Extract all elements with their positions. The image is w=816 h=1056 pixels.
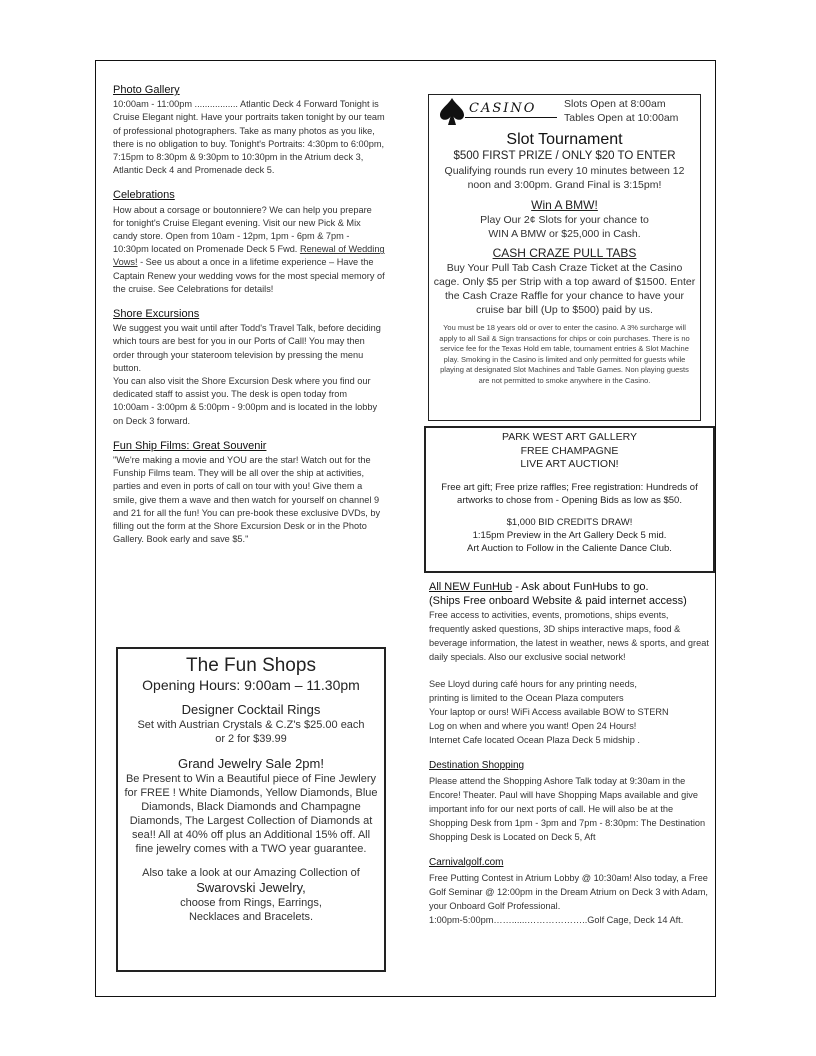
right-column — [429, 580, 709, 927]
tables-open: Tables Open at 10:00am — [564, 112, 679, 124]
fun-shops-box — [116, 647, 386, 972]
fun-ship-films-body: "We're making a movie and YOU are the star! Watch out for the Funship Films team. They will be all over the ship at activities, parties and even in ports of call on tour with you! Give them a smile, give them a wave and then watch for yourself on channel 9 and 21 for all the fun! You can pre-book these exclusive DVDs, by filling out the form at the Shore Excursion Desk or in the Photo Gallery. Book early and save $5." — [113, 455, 381, 545]
cocktail-rings-body: Set with Austrian Crystals & C.Z's $25.00 each or 2 for $39.99 — [137, 719, 365, 745]
park-west-line-1: PARK WEST ART GALLERY — [502, 431, 637, 443]
park-west-line-3: LIVE ART AUCTION! — [520, 458, 619, 470]
park-west-line-2: FREE CHAMPAGNE — [520, 444, 619, 457]
casino-header — [429, 95, 700, 131]
shore-excursions-title: Shore Excursions — [113, 308, 200, 321]
celebrations-body — [113, 204, 385, 296]
casino-hours — [564, 97, 678, 125]
destination-shopping-body: Please attend the Shopping Ashore Talk today at 9:30am in the Encore! Theater. Paul will have Shopping Maps available and give important info for our next ports of call. He will also be at the Shopping Desk from 1pm - 3pm and 7pm - 8:30pm: The Destination Shopping Desk is Located on Deck 5, Aft — [429, 776, 706, 842]
cash-craze-title: CASH CRAZE PULL TABS — [492, 246, 637, 260]
shore-excursions-body-1: We suggest you wait until after Todd's Travel Talk, before deciding which tours are best for you in our Ports of Call! You may then order through your stateroom television by pressing the menu button. — [113, 323, 381, 373]
photo-gallery-body: 10:00am - 11:00pm ................. Atlantic Deck 4 Forward Tonight is Cruise Elegant night. Have your portraits taken tonight by our team of professional photographers. Take as many photos as you like, there is no obligation to buy. Tonight's Portraits: 4:30pm to 6:00pm, 7:15pm to 8:30pm & 9:30pm to 10:30pm in the Atrium deck 3, Atlantic Deck 4 and Promenade deck 5. — [113, 99, 385, 176]
destination-shopping-title: Destination Shopping — [429, 760, 525, 771]
cocktail-rings-title: Designer Cocktail Rings — [181, 702, 321, 717]
slot-tournament-title: Slot Tournament — [506, 131, 623, 148]
fun-shops-hours: Opening Hours: 9:00am – 11.30pm — [142, 677, 360, 693]
celebrations-title: Celebrations — [113, 189, 175, 202]
printing-line-4: Log on when and where you want! Open 24 Hours! — [429, 721, 637, 731]
casino-logo: CASINO — [469, 101, 537, 116]
carnival-golf-hours: 1:00pm-5:00pm……......………………..Golf Cage, Deck 14 Aft. — [429, 915, 684, 925]
printing-line-1: See Lloyd during café hours for any printing needs, — [429, 679, 637, 689]
renewal-vows-label: Renewal of Wedding Vows! — [113, 244, 385, 268]
swarovski-line-2: Swarovski Jewelry, — [196, 880, 306, 895]
printing-line-5: Internet Cafe located Ocean Plaza Deck 5 midship . — [429, 735, 640, 745]
shore-excursions-body-2: You can also visit the Shore Excursion Desk where you find our dedicated staff to assist you. The desk is open today from 10:00am - 3:00pm & 5:00pm - 9:00pm and is located in the lobby on Deck 3 forward. — [113, 376, 378, 426]
fun-ship-films-title: Fun Ship Films: Great Souvenir — [113, 439, 267, 452]
casino-fine-print: You must be 18 years old or over to enter the casino. A 3% surcharge will apply to all Sail & Sign transactions for chips or coin purchases. There is no service fee for the Texas Hold em table, tournament entries & Slot Machine play. Smoking in the Casino is limited and only permitted for guests while playing at designated Slot Machines and Table Games. Non playing guests are not permitted to smoke anywhere in the Casino. — [439, 323, 690, 385]
funhub-title — [429, 580, 709, 594]
slots-open: Slots Open at 8:00am — [564, 98, 666, 110]
park-west-box — [424, 426, 715, 573]
spade-icon — [439, 97, 465, 127]
park-west-body: Free art gift; Free prize raffles; Free registration: Hundreds of artworks to chose from - Opening Bids as low as $50. — [441, 481, 698, 506]
printing-line-3: Your laptop or ours! WiFi Access available BOW to STERN — [429, 707, 669, 717]
left-column — [113, 84, 385, 559]
photo-gallery-title: Photo Gallery — [113, 84, 180, 96]
jewelry-sale-body: Be Present to Win a Beautiful piece of Fine Jewlery for FREE ! White Diamonds, Yellow Diamonds, Blue Diamonds, Black Diamonds and Champagne Diamonds, The Largest Collection of Diamonds at sea!! All at 40% off plus an Additional 15% off. All fine jewelry comes with a TWO year guarantee. — [124, 773, 378, 855]
carnival-golf-body: Free Putting Contest in Atrium Lobby @ 10:30am! Also today, a Free Golf Seminar @ 12:00pm in the Dream Atrium on Deck 3 with Adam, your Onboard Golf Professional. — [429, 873, 708, 911]
fun-shops-title: The Fun Shops — [186, 655, 316, 676]
casino-logo-underline — [465, 117, 557, 118]
swarovski-line-1: Also take a look at our Amazing Collection of — [142, 867, 360, 879]
park-west-preview: 1:15pm Preview in the Art Gallery Deck 5 mid. — [472, 529, 667, 541]
cash-craze-body: Buy Your Pull Tab Cash Craze Ticket at the Casino cage. Only $5 per Strip with a top award of $1500. Enter the Cash Craze Raffle for your chance to have your cruise bar bill (Up to $500) paid by us. — [433, 262, 696, 316]
bmw-body: Play Our 2¢ Slots for your chance to WIN A BMW or $25,000 in Cash. — [480, 214, 649, 240]
casino-box — [428, 94, 701, 421]
funhub-body: Free access to activities, events, promotions, ships events, frequently asked questions, 3D ships interactive maps, food & beverage information, the latest in weather, news & sports, and great daily specials. Also our exclusive social network! — [429, 610, 709, 662]
park-west-auction: Art Auction to Follow in the Caliente Dance Club. — [467, 542, 672, 554]
slot-tournament-prize: $500 FIRST PRIZE / ONLY $20 TO ENTER — [453, 150, 676, 162]
swarovski-line-3: choose from Rings, Earrings, Necklaces and Bracelets. — [180, 897, 322, 923]
bmw-title: Win A BMW! — [531, 198, 598, 212]
printing-line-2: printing is limited to the Ocean Plaza computers — [429, 693, 624, 703]
funhub-link[interactable]: All NEW FunHub — [429, 581, 513, 593]
funhub-title-rest: - Ask about FunHubs to go. — [512, 581, 649, 593]
carnival-golf-title[interactable]: Carnivalgolf.com — [429, 857, 504, 868]
renewal-vows-text: - See us about a once in a lifetime experience – Have the Captain Renew your wedding vows for the most special memory of the cruise. See Celebrations for details! — [113, 257, 385, 294]
celebrations-text: How about a corsage or boutonniere? We can help you prepare for tonight's Cruise Elegant evening. Visit our new Pick & Mix candy store. Open from 10am - 12pm, 1pm - 6pm & 7pm - 10:30pm located on Promenade Deck 5 Fwd. — [113, 204, 372, 255]
slot-tournament-body: Qualifying rounds run every 10 minutes between 12 noon and 3:00pm. Grand Final is 3:15pm! — [444, 165, 685, 191]
jewelry-sale-title: Grand Jewelry Sale 2pm! — [178, 756, 324, 771]
funhub-subtitle: (Ships Free onboard Website & paid internet access) — [429, 595, 687, 607]
park-west-credits: $1,000 BID CREDITS DRAW! — [506, 516, 633, 528]
